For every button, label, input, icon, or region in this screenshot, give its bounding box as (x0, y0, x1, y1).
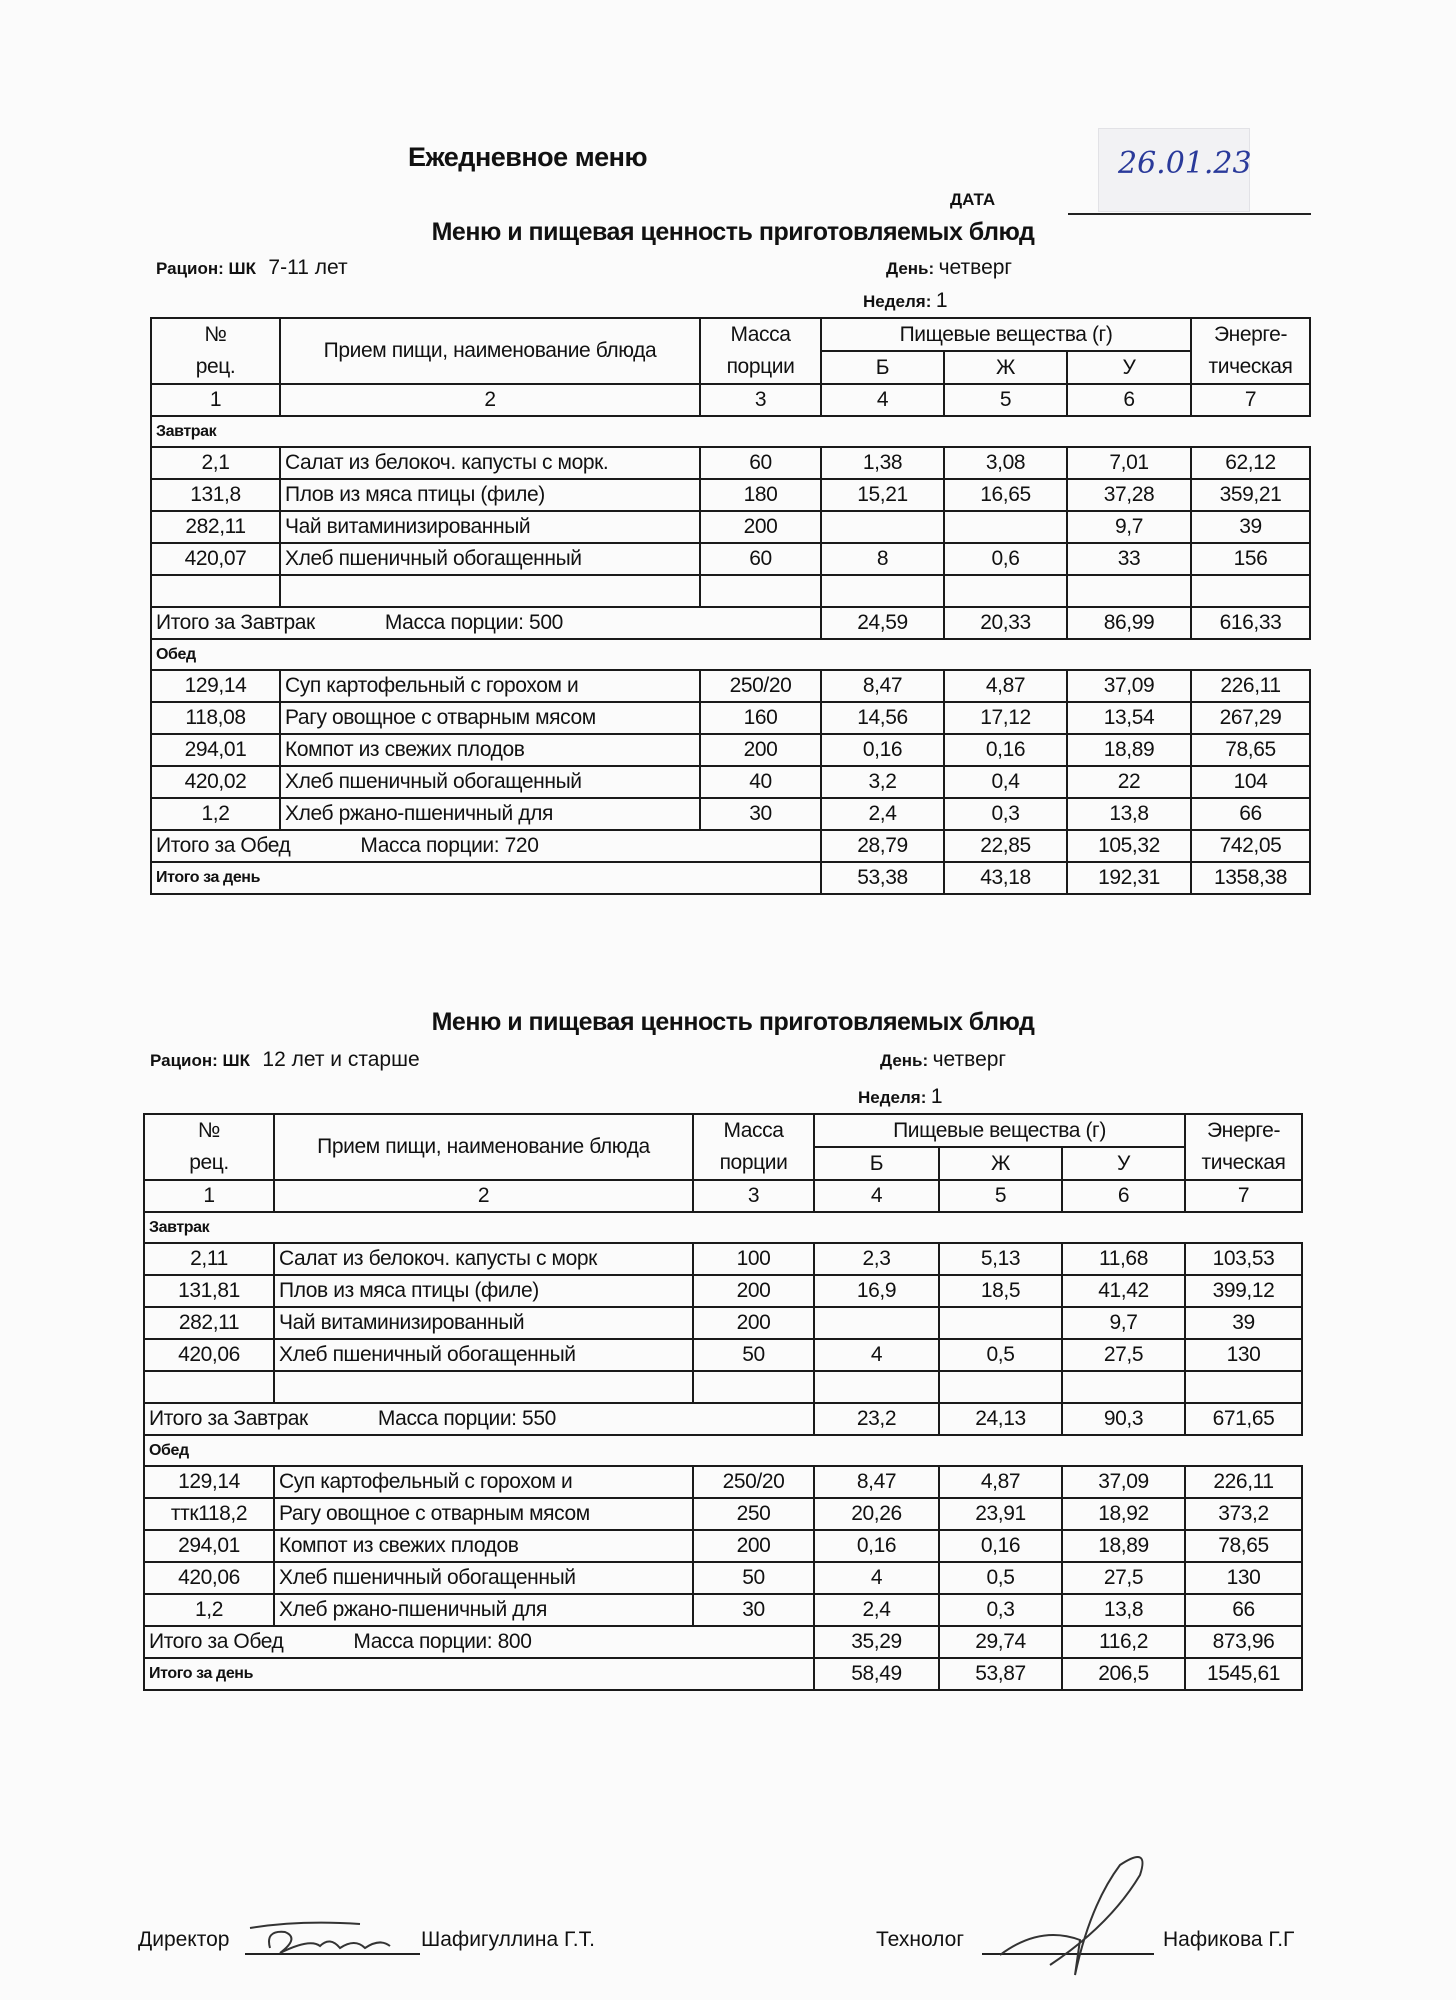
col-header-fat: Ж (939, 1147, 1062, 1180)
dish-name: Хлеб ржано-пшеничный для (280, 798, 700, 830)
energy: 66 (1191, 798, 1310, 830)
num-top: № (197, 1119, 221, 1142)
col-header-nutrients: Пищевые вещества (г) (814, 1114, 1185, 1147)
meal-total-row (151, 607, 1310, 639)
col-header-mass (700, 318, 821, 384)
protein: 1,38 (821, 447, 944, 479)
recipe-number: 129,14 (144, 1466, 274, 1498)
column-number: 5 (944, 384, 1067, 416)
column-number: 7 (1191, 384, 1310, 416)
recipe-number: 420,06 (144, 1562, 274, 1594)
meal-total-value: 23,2 (814, 1403, 939, 1435)
recipe-number: 294,01 (151, 734, 280, 766)
meal-total-value: 616,33 (1191, 607, 1310, 639)
director-signature (240, 1908, 440, 1968)
document-title: Ежедневное меню (408, 142, 648, 172)
dish-name: Чай витаминизированный (274, 1307, 693, 1339)
recipe-number: 131,81 (144, 1275, 274, 1307)
num-bottom: рец. (195, 355, 236, 378)
meal-section-label: Обед (151, 639, 1310, 670)
protein: 4 (814, 1562, 939, 1594)
column-number: 4 (814, 1180, 939, 1212)
table-row (144, 1562, 1302, 1594)
protein: 8,47 (821, 670, 944, 702)
protein: 2,4 (821, 798, 944, 830)
table-row (144, 1466, 1302, 1498)
energy: 103,53 (1185, 1243, 1302, 1275)
technologist-name: Нафикова Г.Г (1163, 1928, 1295, 1951)
dish-name: Хлеб пшеничный обогащенный (280, 543, 700, 575)
table-row (151, 702, 1310, 734)
recipe-number: 129,14 (151, 670, 280, 702)
carbs: 13,54 (1067, 702, 1191, 734)
column-number: 1 (144, 1180, 274, 1212)
fat: 0,3 (939, 1594, 1062, 1626)
dish-name: Чай витаминизированный (280, 511, 700, 543)
dish-name: Компот из свежих плодов (280, 734, 700, 766)
technologist-signature (980, 1845, 1180, 1985)
technologist-label: Технолог (876, 1928, 965, 1951)
protein: 0,16 (814, 1530, 939, 1562)
energy (1191, 575, 1310, 607)
fat: 0,3 (944, 798, 1067, 830)
recipe-number: 294,01 (144, 1530, 274, 1562)
fat (944, 511, 1067, 543)
protein: 3,2 (821, 766, 944, 798)
table-row (151, 447, 1310, 479)
dish-name: Салат из белокоч. капусты с морк (274, 1243, 693, 1275)
day-total-value: 1358,38 (1191, 862, 1310, 894)
week-label: Неделя: (863, 292, 932, 311)
dish-name: Хлеб ржано-пшеничный для (274, 1594, 693, 1626)
header-row (144, 1114, 1302, 1147)
num-bottom: рец. (189, 1151, 229, 1174)
table-row (151, 543, 1310, 575)
dish-name: Суп картофельный с горохом и (274, 1466, 693, 1498)
meal-total-title: Итого за Завтрак (149, 1407, 308, 1430)
protein: 16,9 (814, 1275, 939, 1307)
fat: 5,13 (939, 1243, 1062, 1275)
energy: 78,65 (1185, 1530, 1302, 1562)
carbs: 11,68 (1062, 1243, 1185, 1275)
dish-name: Хлеб пшеничный обогащенный (274, 1562, 693, 1594)
table-row (144, 1530, 1302, 1562)
week-label: Неделя: (858, 1088, 927, 1107)
section-1-week (863, 289, 948, 313)
meal-total-value: 105,32 (1067, 830, 1191, 862)
energy: 62,12 (1191, 447, 1310, 479)
column-number: 7 (1185, 1180, 1302, 1212)
meal-total-title: Итого за Завтрак (156, 611, 315, 634)
column-number: 3 (693, 1180, 814, 1212)
carbs: 37,09 (1062, 1466, 1185, 1498)
portion-mass: 50 (693, 1339, 814, 1371)
portion-mass: 250/20 (693, 1466, 814, 1498)
meal-total-value: 28,79 (821, 830, 944, 862)
dish-name (274, 1371, 693, 1403)
carbs: 37,28 (1067, 479, 1191, 511)
portion-mass (693, 1371, 814, 1403)
recipe-number: 282,11 (151, 511, 280, 543)
column-number: 5 (939, 1180, 1062, 1212)
portion-mass: 200 (693, 1530, 814, 1562)
fat (944, 575, 1067, 607)
menu-table-7-11 (150, 317, 1311, 895)
carbs: 13,8 (1062, 1594, 1185, 1626)
portion-mass: 50 (693, 1562, 814, 1594)
meal-total-mass: Масса порции: 720 (360, 834, 539, 857)
protein: 8 (821, 543, 944, 575)
menu-table-12-plus (143, 1113, 1303, 1691)
column-number: 1 (151, 384, 280, 416)
table-row (151, 798, 1310, 830)
protein (814, 1307, 939, 1339)
energy-bottom: тическая (1208, 355, 1293, 378)
col-header-nutrients: Пищевые вещества (г) (821, 318, 1191, 351)
fat: 4,87 (939, 1466, 1062, 1498)
recipe-number: 2,1 (151, 447, 280, 479)
dish-name: Салат из белокоч. капусты с морк. (280, 447, 700, 479)
dish-name: Суп картофельный с горохом и (280, 670, 700, 702)
date-label: ДАТА (950, 190, 996, 209)
column-number-row (144, 1180, 1302, 1212)
energy: 39 (1185, 1307, 1302, 1339)
portion-mass: 30 (700, 798, 821, 830)
protein: 14,56 (821, 702, 944, 734)
table-row (151, 479, 1310, 511)
portion-mass: 60 (700, 447, 821, 479)
column-number: 6 (1067, 384, 1191, 416)
col-header-fat: Ж (944, 351, 1067, 384)
dish-name: Хлеб пшеничный обогащенный (274, 1339, 693, 1371)
carbs: 33 (1067, 543, 1191, 575)
carbs: 18,89 (1062, 1530, 1185, 1562)
week-value: 1 (935, 289, 948, 312)
day-value: четверг (938, 256, 1013, 279)
table-row (144, 1243, 1302, 1275)
column-number: 4 (821, 384, 944, 416)
meal-total-value: 90,3 (1062, 1403, 1185, 1435)
col-header-carbs: У (1062, 1147, 1185, 1180)
recipe-number: 1,2 (151, 798, 280, 830)
meal-section-row (144, 1435, 1302, 1466)
meal-section-row (151, 416, 1310, 447)
meal-total-mass: Масса порции: 800 (353, 1630, 532, 1653)
day-total-value: 58,49 (814, 1658, 939, 1690)
header-row (151, 318, 1310, 351)
ration-label: Рацион: ШК (150, 1051, 250, 1070)
protein (814, 1371, 939, 1403)
fat: 16,65 (944, 479, 1067, 511)
protein: 15,21 (821, 479, 944, 511)
day-total-label: Итого за день (144, 1658, 814, 1690)
column-number: 3 (700, 384, 821, 416)
energy: 39 (1191, 511, 1310, 543)
carbs: 9,7 (1062, 1307, 1185, 1339)
carbs (1067, 575, 1191, 607)
section-1-title: Меню и пищевая ценность приготовляемых блюд (431, 218, 1035, 246)
day-total-row (151, 862, 1310, 894)
col-header-carbs: У (1067, 351, 1191, 384)
portion-mass (700, 575, 821, 607)
recipe-number: 2,11 (144, 1243, 274, 1275)
col-header-number (144, 1114, 274, 1180)
portion-mass: 100 (693, 1243, 814, 1275)
table-row (144, 1307, 1302, 1339)
fat: 18,5 (939, 1275, 1062, 1307)
carbs: 37,09 (1067, 670, 1191, 702)
day-total-label: Итого за день (151, 862, 821, 894)
fat (939, 1307, 1062, 1339)
energy-top: Энерге- (1206, 1119, 1281, 1142)
energy: 267,29 (1191, 702, 1310, 734)
carbs: 7,01 (1067, 447, 1191, 479)
portion-mass: 160 (700, 702, 821, 734)
dish-name: Рагу овощное с отварным мясом (280, 702, 700, 734)
dish-name: Плов из мяса птицы (филе) (280, 479, 700, 511)
col-header-name: Прием пищи, наименование блюда (274, 1114, 693, 1180)
meal-total-row (144, 1626, 1302, 1658)
meal-total-label (144, 1626, 814, 1658)
table-row (144, 1371, 1302, 1403)
energy-top: Энерге- (1213, 323, 1288, 346)
protein: 20,26 (814, 1498, 939, 1530)
fat: 0,16 (939, 1530, 1062, 1562)
meal-total-title: Итого за Обед (156, 834, 291, 857)
meal-total-value: 29,74 (939, 1626, 1062, 1658)
portion-mass: 250 (693, 1498, 814, 1530)
meal-total-value: 20,33 (944, 607, 1067, 639)
energy: 156 (1191, 543, 1310, 575)
fat: 0,6 (944, 543, 1067, 575)
column-number: 2 (274, 1180, 693, 1212)
meal-total-value: 24,13 (939, 1403, 1062, 1435)
day-total-value: 53,87 (939, 1658, 1062, 1690)
meal-total-value: 86,99 (1067, 607, 1191, 639)
fat: 4,87 (944, 670, 1067, 702)
dish-name: Рагу овощное с отварным мясом (274, 1498, 693, 1530)
meal-total-label (151, 607, 821, 639)
col-header-protein: Б (814, 1147, 939, 1180)
energy (1185, 1371, 1302, 1403)
carbs: 18,89 (1067, 734, 1191, 766)
col-header-mass (693, 1114, 814, 1180)
dish-name (280, 575, 700, 607)
fat: 0,4 (944, 766, 1067, 798)
carbs: 13,8 (1067, 798, 1191, 830)
protein (821, 575, 944, 607)
day-total-value: 206,5 (1062, 1658, 1185, 1690)
section-2-week (858, 1085, 943, 1109)
meal-total-value: 873,96 (1185, 1626, 1302, 1658)
meal-total-value: 742,05 (1191, 830, 1310, 862)
num-top: № (204, 323, 227, 346)
recipe-number: 131,8 (151, 479, 280, 511)
mass-top: Масса (723, 1119, 784, 1142)
col-header-energy (1185, 1114, 1302, 1180)
portion-mass: 200 (700, 734, 821, 766)
director-name: Шафигуллина Г.Т. (421, 1928, 595, 1951)
carbs: 27,5 (1062, 1339, 1185, 1371)
carbs: 27,5 (1062, 1562, 1185, 1594)
portion-mass: 200 (693, 1307, 814, 1339)
dish-name: Плов из мяса птицы (филе) (274, 1275, 693, 1307)
meal-total-label (144, 1403, 814, 1435)
fat: 3,08 (944, 447, 1067, 479)
col-header-protein: Б (821, 351, 944, 384)
ration-value: 7-11 лет (268, 256, 348, 279)
day-label: День: (880, 1051, 929, 1070)
table-row (151, 670, 1310, 702)
recipe-number: 282,11 (144, 1307, 274, 1339)
table-row (144, 1275, 1302, 1307)
protein: 2,3 (814, 1243, 939, 1275)
meal-total-mass: Масса порции: 500 (384, 611, 563, 634)
meal-total-row (144, 1403, 1302, 1435)
energy: 373,2 (1185, 1498, 1302, 1530)
carbs: 18,92 (1062, 1498, 1185, 1530)
carbs (1062, 1371, 1185, 1403)
fat: 23,91 (939, 1498, 1062, 1530)
table-row (151, 575, 1310, 607)
recipe-number (151, 575, 280, 607)
meal-section-row (151, 639, 1310, 670)
day-value: четверг (932, 1048, 1007, 1071)
energy: 226,11 (1185, 1466, 1302, 1498)
fat: 0,5 (939, 1562, 1062, 1594)
fat: 0,5 (939, 1339, 1062, 1371)
portion-mass: 40 (700, 766, 821, 798)
portion-mass: 200 (693, 1275, 814, 1307)
day-total-row (144, 1658, 1302, 1690)
section-1-day (886, 256, 1012, 280)
table-row (144, 1594, 1302, 1626)
meal-total-value: 24,59 (821, 607, 944, 639)
column-number-row (151, 384, 1310, 416)
energy: 359,21 (1191, 479, 1310, 511)
meal-total-value: 35,29 (814, 1626, 939, 1658)
meal-total-label (151, 830, 821, 862)
portion-mass: 60 (700, 543, 821, 575)
handwritten-date: 26.01.23 (1118, 146, 1252, 181)
recipe-number: 1,2 (144, 1594, 274, 1626)
day-total-value: 53,38 (821, 862, 944, 894)
mass-bottom: порции (719, 1151, 788, 1174)
protein (821, 511, 944, 543)
meal-total-row (151, 830, 1310, 862)
table-row (144, 1498, 1302, 1530)
section-2-title: Меню и пищевая ценность приготовляемых блюд (431, 1008, 1035, 1036)
table-row (151, 511, 1310, 543)
meal-section-label: Завтрак (151, 416, 1310, 447)
meal-total-value: 671,65 (1185, 1403, 1302, 1435)
day-total-value: 43,18 (944, 862, 1067, 894)
meal-total-mass: Масса порции: 550 (377, 1407, 556, 1430)
column-number: 6 (1062, 1180, 1185, 1212)
mass-top: Масса (730, 323, 791, 346)
col-header-energy (1191, 318, 1310, 384)
protein: 0,16 (821, 734, 944, 766)
mass-bottom: порции (726, 355, 795, 378)
meal-total-title: Итого за Обед (149, 1630, 284, 1653)
meal-total-value: 22,85 (944, 830, 1067, 862)
dish-name: Хлеб пшеничный обогащенный (280, 766, 700, 798)
meal-section-row (144, 1212, 1302, 1243)
column-number: 2 (280, 384, 700, 416)
director-label: Директор (138, 1928, 230, 1951)
energy: 66 (1185, 1594, 1302, 1626)
day-total-value: 192,31 (1067, 862, 1191, 894)
recipe-number: 420,07 (151, 543, 280, 575)
section-2-ration (150, 1048, 420, 1072)
table-row (151, 766, 1310, 798)
protein: 4 (814, 1339, 939, 1371)
day-total-value: 1545,61 (1185, 1658, 1302, 1690)
energy: 130 (1185, 1339, 1302, 1371)
portion-mass: 200 (700, 511, 821, 543)
energy: 399,12 (1185, 1275, 1302, 1307)
col-header-number (151, 318, 280, 384)
date-underline (1068, 213, 1311, 215)
col-header-name: Прием пищи, наименование блюда (280, 318, 700, 384)
dish-name: Компот из свежих плодов (274, 1530, 693, 1562)
fat (939, 1371, 1062, 1403)
carbs: 9,7 (1067, 511, 1191, 543)
table-row (151, 734, 1310, 766)
table-row (144, 1339, 1302, 1371)
ration-label: Рацион: ШК (156, 259, 256, 278)
fat: 17,12 (944, 702, 1067, 734)
fat: 0,16 (944, 734, 1067, 766)
day-label: День: (886, 259, 935, 278)
portion-mass: 30 (693, 1594, 814, 1626)
meal-section-label: Обед (144, 1435, 1302, 1466)
energy: 78,65 (1191, 734, 1310, 766)
portion-mass: 180 (700, 479, 821, 511)
carbs: 41,42 (1062, 1275, 1185, 1307)
energy: 104 (1191, 766, 1310, 798)
section-1-ration (156, 256, 348, 280)
meal-total-value: 116,2 (1062, 1626, 1185, 1658)
meal-section-label: Завтрак (144, 1212, 1302, 1243)
protein: 2,4 (814, 1594, 939, 1626)
energy: 130 (1185, 1562, 1302, 1594)
carbs: 22 (1067, 766, 1191, 798)
protein: 8,47 (814, 1466, 939, 1498)
recipe-number (144, 1371, 274, 1403)
section-2-day (880, 1048, 1006, 1072)
portion-mass: 250/20 (700, 670, 821, 702)
energy: 226,11 (1191, 670, 1310, 702)
recipe-number: 420,06 (144, 1339, 274, 1371)
week-value: 1 (930, 1085, 943, 1108)
recipe-number: 420,02 (151, 766, 280, 798)
recipe-number: ттк118,2 (144, 1498, 274, 1530)
energy-bottom: тическая (1201, 1151, 1286, 1174)
ration-value: 12 лет и старше (262, 1048, 420, 1071)
recipe-number: 118,08 (151, 702, 280, 734)
